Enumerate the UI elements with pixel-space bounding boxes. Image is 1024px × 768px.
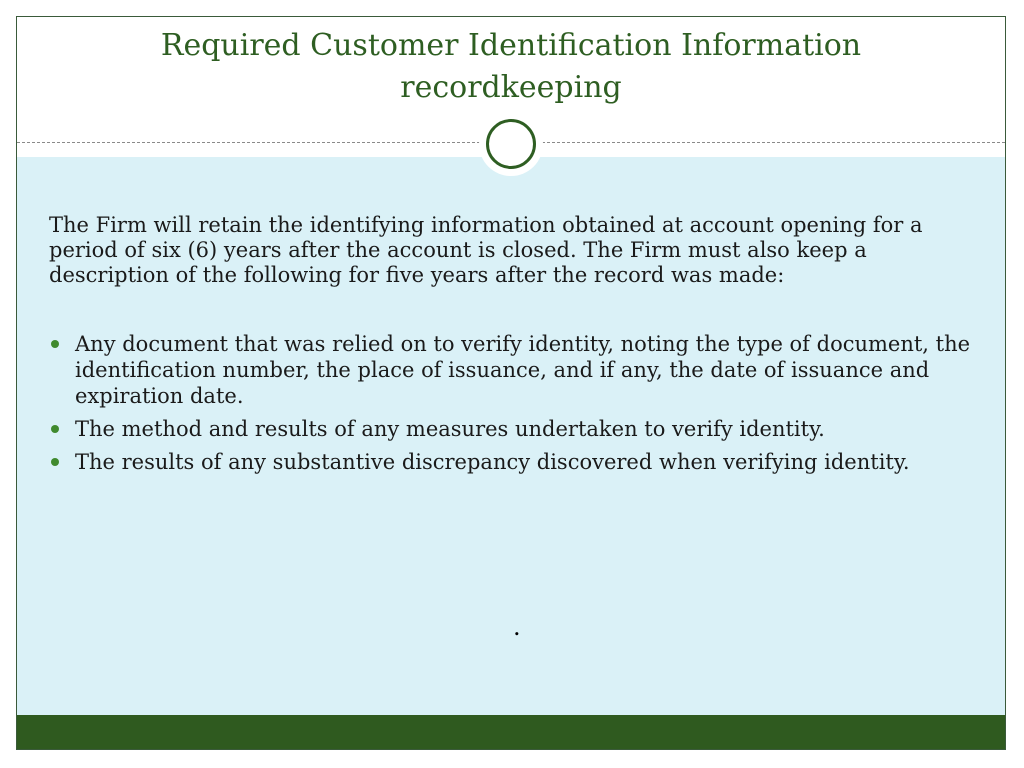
slide-title	[17, 25, 1005, 109]
bullet-list	[45, 331, 975, 482]
bullet-dot-icon	[51, 458, 59, 466]
circle-ring-icon	[486, 119, 536, 169]
list-item	[45, 331, 975, 409]
bullet-text: Any document that was relied on to verify identity, noting the type of document, the identification number, the place of issuance, and if any, the date of issuance and expiration date.	[75, 332, 971, 408]
bullet-dot-icon	[51, 340, 59, 348]
footer-bar	[17, 715, 1005, 749]
bullet-text: The method and results of any measures undertaken to verify identity.	[75, 417, 825, 441]
stray-period: .	[513, 613, 521, 641]
bullet-dot-icon	[51, 425, 59, 433]
intro-paragraph: The Firm will retain the identifying information obtained at account opening for a period of six (6) years after the account is closed. The Firm must also keep a description of the following for five years after the record was made:	[49, 213, 923, 287]
slide	[16, 16, 1006, 750]
title-line-2: recordkeeping	[400, 70, 622, 105]
bullet-text: The results of any substantive discrepancy discovered when verifying identity.	[75, 450, 910, 474]
title-line-1: Required Customer Identification Information	[160, 28, 862, 63]
list-item	[45, 449, 975, 475]
list-item	[45, 416, 975, 442]
